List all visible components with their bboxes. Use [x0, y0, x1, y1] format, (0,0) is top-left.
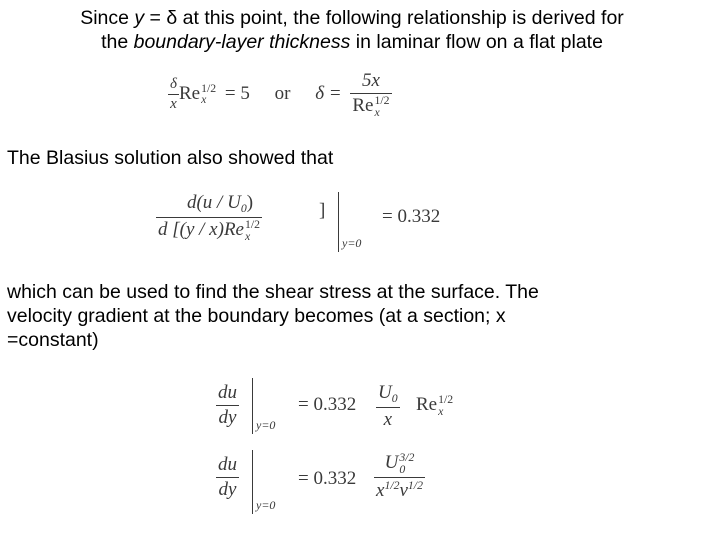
intro-line2-em: boundary-layer thickness — [133, 31, 351, 53]
velocity-gradient-equation-2 — [216, 450, 516, 520]
eval-sub-1: y=0 — [256, 418, 276, 432]
coef-1: = 0.332 — [298, 394, 357, 415]
delta-equals: δ = — [315, 82, 342, 104]
reynolds-symbol: Re 1/2 x — [178, 81, 217, 107]
u0-over-x: $\frac{U_0}{x}$ — [378, 382, 398, 431]
eval-bar-2 — [252, 450, 253, 514]
blasius-gradient-equation — [156, 192, 476, 254]
re-term-1: Re 1/2 x — [416, 393, 454, 418]
u0-over-x-nu: U 3/2 0 $x^{1/2}\nu^{1/2}$ — [376, 451, 423, 501]
blasius-bracket: ] — [319, 200, 326, 221]
intro-line2-a: the — [101, 31, 134, 53]
du-dy-fraction-2: $\frac{du}{dy}$ — [218, 454, 237, 500]
velocity-gradient-equation-1 — [216, 378, 496, 438]
coef-2: = 0.332 — [298, 468, 357, 489]
du-dy-fraction-1: $\frac{du}{dy}$ — [218, 382, 237, 428]
blasius-paragraph: The Blasius solution also showed that — [7, 147, 334, 169]
intro-var-y: y — [134, 7, 145, 29]
blasius-eval-bar — [338, 192, 339, 252]
blasius-fraction: $d(u / U_0)$ d [(y / x)Re 1/2 x — [158, 192, 261, 243]
blasius-value: = 0.332 — [382, 206, 441, 227]
eval-bar-1 — [252, 378, 253, 434]
eval-sub-2: y=0 — [256, 498, 276, 512]
delta-over-x: $\frac{\delta}{x}$ — [170, 75, 177, 112]
blasius-eval-sub: y=0 — [342, 236, 362, 250]
intro-text-b: = δ at this point, the following relationship is derived for — [144, 7, 624, 29]
intro-line2-b: in laminar flow on a flat plate — [350, 31, 603, 53]
shear-paragraph: which can be used to find the shear stress at the surface. The velocity gradient at the boundary becomes (at a section; x =constant) — [7, 281, 539, 351]
or-word: or — [274, 82, 291, 104]
intro-paragraph — [7, 6, 697, 54]
five-x-over-re: 5x Re 1/2 x — [352, 70, 390, 119]
intro-text-a: Since — [80, 7, 135, 29]
equals-five: = 5 — [224, 82, 250, 104]
boundary-layer-equation — [168, 70, 392, 119]
